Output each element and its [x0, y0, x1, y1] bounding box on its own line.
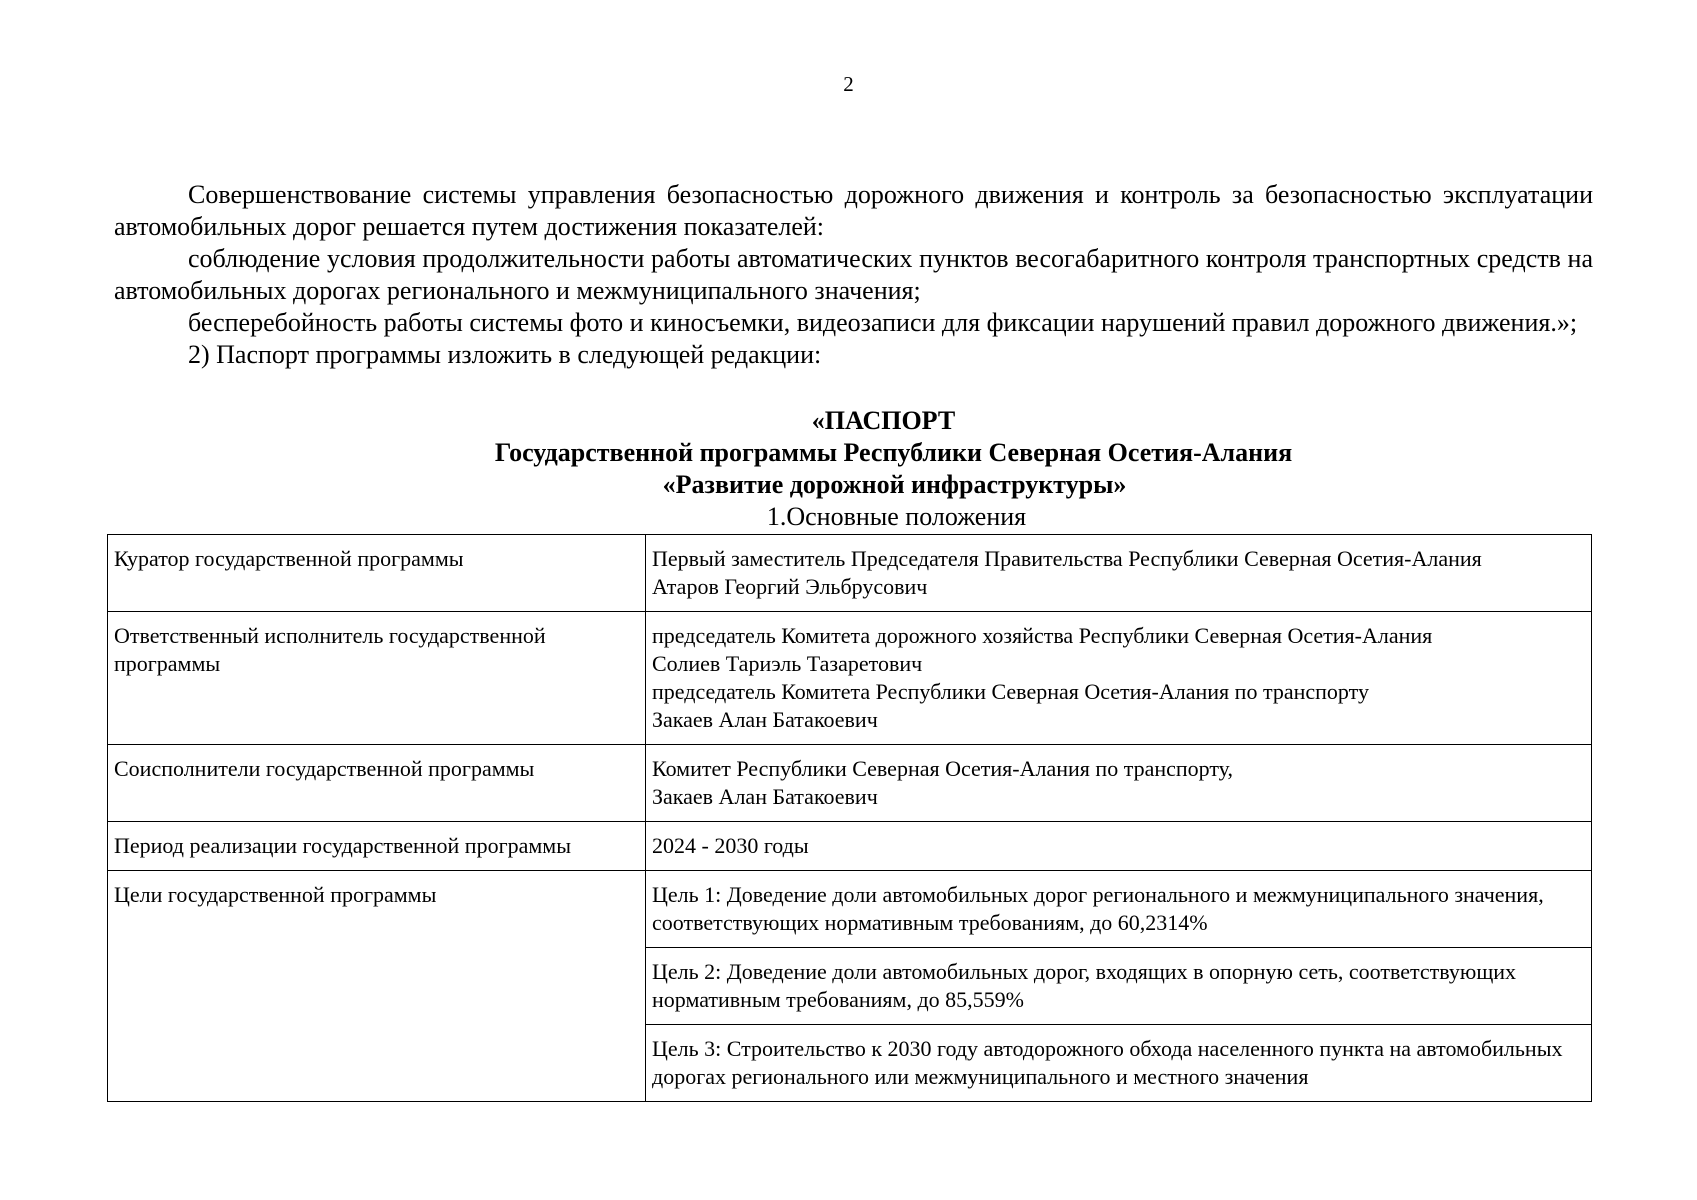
program-name: Государственной программы Республики Северная Осетия-Алания: [494, 438, 1293, 467]
row-value: [646, 745, 1592, 822]
table-row: [108, 745, 1592, 822]
value-line: Закаев Алан Батакоевич: [652, 784, 878, 809]
body-text: [114, 179, 1593, 371]
paragraph-intro: Совершенствование системы управления безопасностью дорожного движения и контроль за безопасностью эксплуатации автомобильных дорог решается путем достижения показателей:: [114, 180, 1593, 241]
row-value: [646, 535, 1592, 612]
page-number: 2: [843, 72, 854, 96]
value-line: Солиев Тариэль Тазаретович: [652, 651, 923, 676]
value-line: Атаров Георгий Эльбрусович: [652, 574, 928, 599]
paragraph-amendment: 2) Паспорт программы изложить в следующей редакции:: [188, 340, 822, 369]
program-subtitle: «Развитие дорожной инфраструктуры»: [662, 470, 1127, 499]
paragraph-indicator-1: соблюдение условия продолжительности работы автоматических пунктов весогабаритного контроля транспортных средств на автомобильных дорогах регионального и межмуниципального значения;: [114, 244, 1593, 305]
value-line: председатель Комитета Республики Северная Осетия-Алания по транспорту: [652, 679, 1369, 704]
passport-title-block: [0, 405, 1697, 533]
goal-3: Цель 3: Строительство к 2030 году автодорожного обхода населенного пункта на автомобильных дорогах регионального или межмуниципального и местного значения: [646, 1025, 1592, 1102]
row-label: Период реализации государственной программы: [108, 822, 646, 871]
row-label: Ответственный исполнитель государственной программы: [108, 612, 646, 745]
passport-heading: «ПАСПОРТ: [811, 406, 956, 435]
table-row: [108, 822, 1592, 871]
paragraph-indicator-2: бесперебойность работы системы фото и киносъемки, видеозаписи для фиксации нарушений правил дорожного движения.»;: [188, 308, 1578, 337]
row-value: [646, 612, 1592, 745]
table-row: [108, 535, 1592, 612]
goal-2: Цель 2: Доведение доли автомобильных дорог, входящих в опорную сеть, соответствующих нормативным требованиям, до 85,559%: [646, 948, 1592, 1025]
row-value: [646, 822, 1592, 871]
value-line: Закаев Алан Батакоевич: [652, 707, 878, 732]
value-line: Комитет Республики Северная Осетия-Алания по транспорту,: [652, 756, 1233, 781]
goals-label: Цели государственной программы: [108, 871, 646, 1102]
table-row: [108, 871, 1592, 948]
row-label: Соисполнители государственной программы: [108, 745, 646, 822]
table-row: [108, 612, 1592, 745]
goal-1: Цель 1: Доведение доли автомобильных дорог регионального и межмуниципального значения, соответствующих нормативным требованиям, до 60,2314%: [646, 871, 1592, 948]
value-line: 2024 - 2030 годы: [652, 833, 809, 858]
section-title: 1.Основные положения: [766, 502, 1027, 531]
value-line: председатель Комитета дорожного хозяйства Республики Северная Осетия-Алания: [652, 623, 1433, 648]
row-label: Куратор государственной программы: [108, 535, 646, 612]
value-line: Первый заместитель Председателя Правительства Республики Северная Осетия-Алания: [652, 546, 1482, 571]
passport-table: [107, 534, 1592, 1102]
